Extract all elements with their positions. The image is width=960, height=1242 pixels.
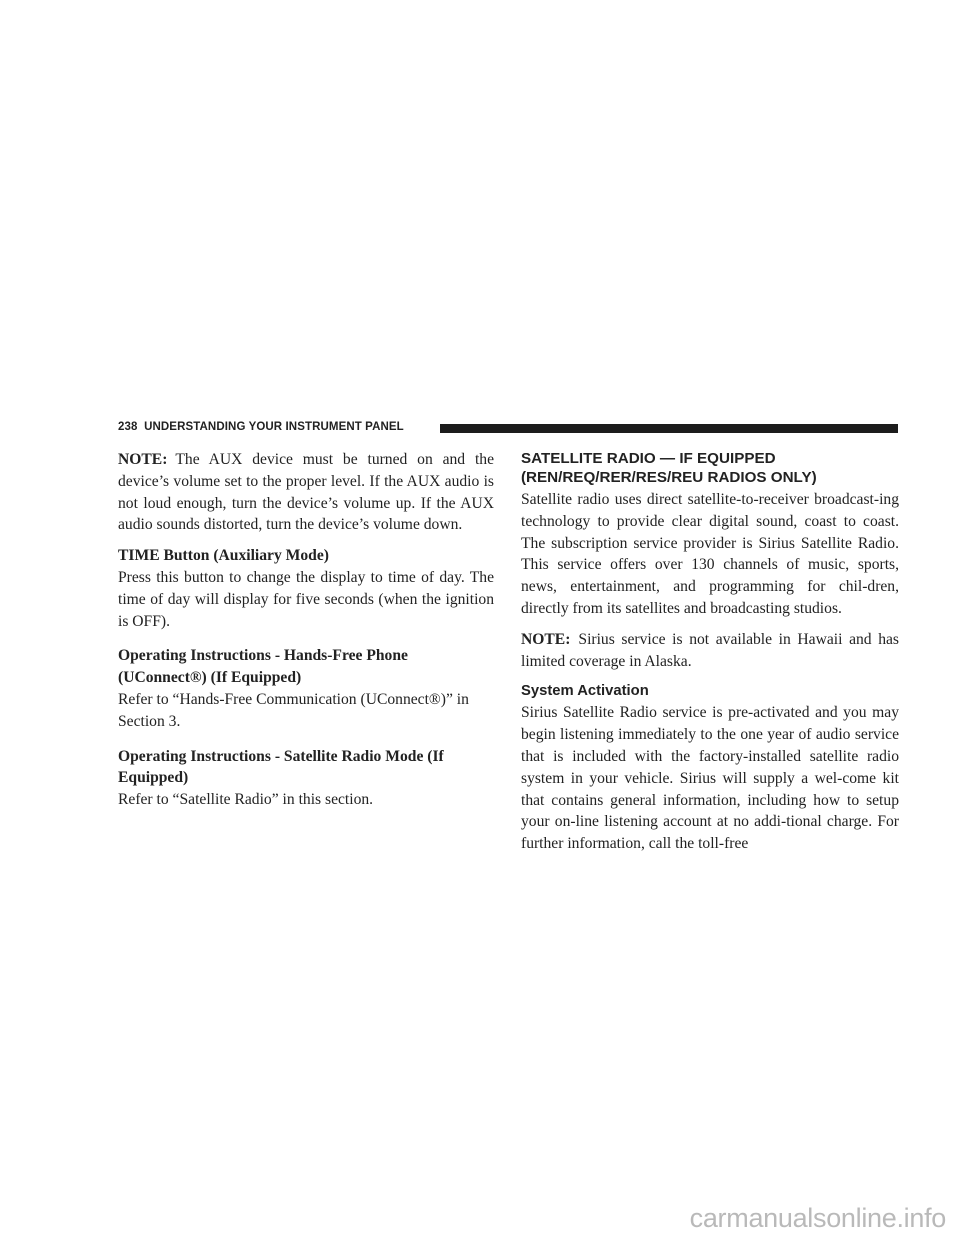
header-text (118, 421, 404, 433)
hands-free-heading: Operating Instructions - Hands-Free Phone (UConnect®) (If Equipped) (118, 647, 408, 687)
time-button-text: Press this button to change the display to time of day. The time of day will display for five seconds (when the ignition is OFF). (118, 568, 494, 630)
satellite-intro: Satellite radio uses direct satellite-to-receiver broadcast-ing technology to provide clear digital sound, coast to coast. The subscription service provider is Sirius Satellite Radio. This service offers over 130 channels of music, sports, news, entertainment, and programming for chil-dren, directly from its satellites and broadcasting studios. (521, 491, 899, 617)
note-label: NOTE: (118, 451, 168, 468)
system-activation-heading: System Activation (521, 683, 649, 700)
satellite-mode-text: Refer to “Satellite Radio” in this section. (118, 791, 374, 809)
watermark: carmanualsonline.info (689, 1203, 946, 1233)
satellite-mode-heading: Operating Instructions - Satellite Radio Mode (If Equipped) (118, 747, 444, 787)
time-button-heading: TIME Button (Auxiliary Mode) (118, 547, 329, 565)
section-title-line1: SATELLITE RADIO — IF EQUIPPED (521, 450, 776, 467)
header-title: UNDERSTANDING YOUR INSTRUMENT PANEL (144, 421, 404, 433)
left-column (118, 449, 494, 820)
system-activation-text: Sirius Satellite Radio service is pre-activated and you may begin listening immediately to the one year of audio service that is included with the factory-installed satellite radio system in your vehicle. Sirius will supply a wel-come kit that contains general information, including how to setup your on-line listening account at no addi-tional charge. For further information, call the toll-free (521, 704, 899, 853)
note-text: The AUX device must be turned on and the device’s volume set to the proper level. If the AUX audio is not loud enough, turn the device’s volume up. If the AUX audio sounds distorted, turn the device’s volume down. (118, 451, 494, 534)
right-column (521, 449, 899, 864)
note-text: Sirius service is not available in Hawaii and has limited coverage in Alaska. (521, 630, 899, 670)
section-title-line2: (REN/REQ/RER/RES/REU RADIOS ONLY) (521, 469, 817, 486)
note-aux (118, 449, 494, 536)
note-label: NOTE: (521, 630, 571, 648)
page-header (118, 420, 898, 438)
note-sirius (521, 629, 899, 673)
header-rule (440, 424, 898, 433)
section-title (521, 449, 899, 487)
page-number: 238 (118, 421, 138, 433)
hands-free-text: Refer to “Hands-Free Communication (UConnect®)” in Section 3. (118, 690, 469, 730)
